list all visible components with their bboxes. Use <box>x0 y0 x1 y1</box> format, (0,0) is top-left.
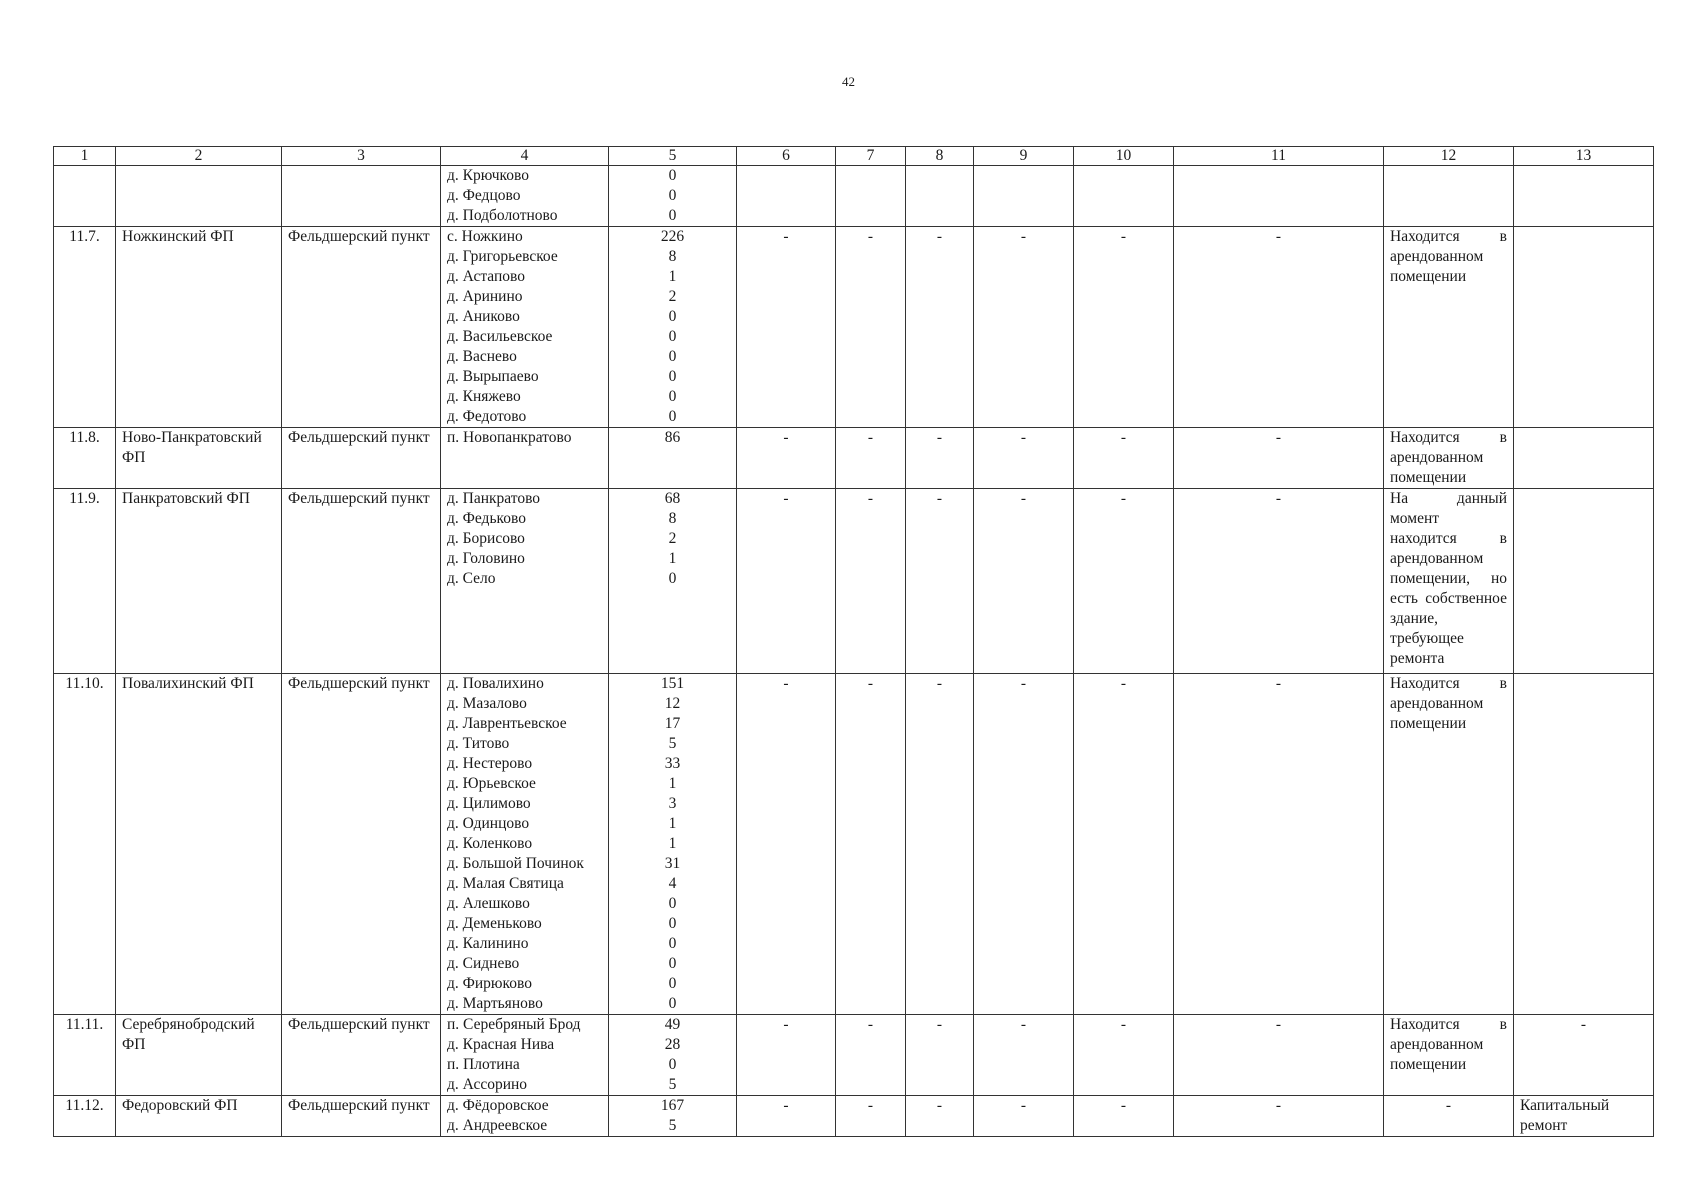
value-c8: - <box>906 489 974 674</box>
value-c7: - <box>836 674 906 1015</box>
facility-type: Фельдшерский пункт <box>282 227 441 428</box>
settlement-name: д. Головино <box>447 550 525 567</box>
settlements-cell <box>441 674 609 1015</box>
population-count: 0 <box>668 915 677 932</box>
settlement-name: д. Андреевское <box>447 1117 548 1134</box>
column-header-4: 4 <box>441 147 609 166</box>
settlement-name: д. Астапово <box>447 268 525 285</box>
population-count: 0 <box>668 955 677 972</box>
column-header-3: 3 <box>282 147 441 166</box>
population-count: 4 <box>668 875 677 892</box>
value-c7: - <box>836 489 906 674</box>
population-count: 17 <box>664 715 681 732</box>
population-count: 0 <box>668 388 677 405</box>
value-c8: - <box>906 674 974 1015</box>
value-c8: - <box>906 428 974 489</box>
settlement-name: д. Цилимово <box>447 795 531 812</box>
table-row <box>54 1015 1654 1096</box>
population-count: 68 <box>664 490 681 507</box>
settlement-name: д. Панкратово <box>447 490 541 507</box>
facility-type: Фельдшерский пункт <box>282 428 441 489</box>
settlement-name: д. Юрьевское <box>447 775 536 792</box>
value-c11 <box>1174 166 1384 227</box>
settlement-name: д. Мазалово <box>447 695 527 712</box>
value-c8: - <box>906 227 974 428</box>
value-c6: - <box>737 1096 836 1137</box>
value-c9: - <box>974 1015 1074 1096</box>
population-count: 0 <box>668 328 677 345</box>
value-c11: - <box>1174 1015 1384 1096</box>
value-c10: - <box>1074 1096 1174 1137</box>
settlement-name: д. Малая Святица <box>447 875 564 892</box>
settlement-name: д. Одинцово <box>447 815 530 832</box>
population-count: 33 <box>664 755 681 772</box>
settlement-name: д. Алешково <box>447 895 530 912</box>
facility-name: Повалихинский ФП <box>116 674 282 1015</box>
value-c9 <box>974 166 1074 227</box>
value-c6: - <box>737 489 836 674</box>
population-count: 0 <box>668 895 677 912</box>
population-count: 2 <box>668 288 677 305</box>
settlement-name: д. Титово <box>447 735 510 752</box>
population-cell <box>609 1096 737 1137</box>
population-count: 0 <box>668 1056 677 1073</box>
population-count: 0 <box>668 368 677 385</box>
settlement-name: д. Большой Починок <box>447 855 584 872</box>
extra-note-cell <box>1514 489 1654 674</box>
value-c7: - <box>836 428 906 489</box>
facility-name: Панкратовский ФП <box>116 489 282 674</box>
population-count: 1 <box>668 775 677 792</box>
facility-type: Фельдшерский пункт <box>282 1096 441 1137</box>
row-number: 11.7. <box>54 227 116 428</box>
extra-note-cell <box>1514 428 1654 489</box>
value-c7: - <box>836 1015 906 1096</box>
table-row <box>54 166 1654 227</box>
value-c9: - <box>974 489 1074 674</box>
value-c10: - <box>1074 227 1174 428</box>
value-c11: - <box>1174 1096 1384 1137</box>
population-count: 1 <box>668 550 677 567</box>
population-count: 8 <box>668 510 677 527</box>
population-count: 49 <box>664 1016 681 1033</box>
value-c6 <box>737 166 836 227</box>
population-count: 0 <box>668 207 677 224</box>
page-number: 42 <box>842 74 855 89</box>
population-count: 31 <box>664 855 681 872</box>
note-cell: На данный момент находится в арендованном помещении, но есть собственное здание, требующее ремонта <box>1384 489 1514 674</box>
population-count: 12 <box>664 695 681 712</box>
value-c8: - <box>906 1015 974 1096</box>
extra-note-cell <box>1514 674 1654 1015</box>
settlement-name: д. Калинино <box>447 935 529 952</box>
table-row <box>54 428 1654 489</box>
column-header-1: 1 <box>54 147 116 166</box>
note-cell: - <box>1384 1096 1514 1137</box>
value-c11: - <box>1174 489 1384 674</box>
extra-note-cell: Капитальный ремонт <box>1514 1096 1654 1137</box>
settlement-name: д. Васнево <box>447 348 517 365</box>
facility-type: Фельдшерский пункт <box>282 489 441 674</box>
population-count: 0 <box>668 935 677 952</box>
settlement-name: д. Крючково <box>447 167 529 184</box>
settlement-name: д. Аринино <box>447 288 523 305</box>
population-cell <box>609 166 737 227</box>
value-c9: - <box>974 1096 1074 1137</box>
population-count: 0 <box>668 348 677 365</box>
population-cell <box>609 489 737 674</box>
population-count: 3 <box>668 795 677 812</box>
value-c10: - <box>1074 1015 1174 1096</box>
table-body <box>54 166 1654 1137</box>
facilities-table <box>53 146 1654 1137</box>
population-cell <box>609 1015 737 1096</box>
value-c11: - <box>1174 674 1384 1015</box>
population-count: 0 <box>668 570 677 587</box>
population-count: 151 <box>660 675 685 692</box>
column-header-12: 12 <box>1384 147 1514 166</box>
table-row <box>54 1096 1654 1137</box>
population-count: 1 <box>668 268 677 285</box>
row-number: 11.8. <box>54 428 116 489</box>
row-number: 11.12. <box>54 1096 116 1137</box>
population-count: 226 <box>660 228 685 245</box>
value-c11: - <box>1174 428 1384 489</box>
table-header <box>54 147 1654 166</box>
column-header-9: 9 <box>974 147 1074 166</box>
value-c11: - <box>1174 227 1384 428</box>
facility-name: Федоровский ФП <box>116 1096 282 1137</box>
value-c9: - <box>974 227 1074 428</box>
row-number: 11.10. <box>54 674 116 1015</box>
column-header-5: 5 <box>609 147 737 166</box>
settlement-name: д. Повалихино <box>447 675 544 692</box>
settlement-name: д. Село <box>447 570 496 587</box>
value-c6: - <box>737 428 836 489</box>
settlement-name: д. Ассорино <box>447 1076 528 1093</box>
facility-type <box>282 166 441 227</box>
column-header-8: 8 <box>906 147 974 166</box>
population-count: 0 <box>668 167 677 184</box>
table-row <box>54 674 1654 1015</box>
value-c8: - <box>906 1096 974 1137</box>
column-header-13: 13 <box>1514 147 1654 166</box>
population-count: 5 <box>668 1076 677 1093</box>
population-cell <box>609 428 737 489</box>
settlement-name: п. Серебряный Брод <box>447 1016 581 1033</box>
population-count: 8 <box>668 248 677 265</box>
table-row <box>54 489 1654 674</box>
row-number: 11.11. <box>54 1015 116 1096</box>
settlement-name: д. Сиднево <box>447 955 520 972</box>
row-number: 11.9. <box>54 489 116 674</box>
settlement-name: д. Федцово <box>447 187 521 204</box>
population-count: 0 <box>668 187 677 204</box>
population-count: 0 <box>668 308 677 325</box>
row-number <box>54 166 116 227</box>
settlement-name: д. Мартьяново <box>447 995 543 1012</box>
settlement-name: д. Коленково <box>447 835 533 852</box>
settlement-name: п. Новопанкратово <box>447 429 572 446</box>
population-count: 5 <box>668 735 677 752</box>
population-cell <box>609 227 737 428</box>
note-cell: Находится в арендованном помещении <box>1384 428 1514 489</box>
settlements-cell <box>441 1096 609 1137</box>
settlement-name: с. Ножкино <box>447 228 523 245</box>
extra-note-cell <box>1514 227 1654 428</box>
settlement-name: п. Плотина <box>447 1056 520 1073</box>
settlement-name: д. Деменьково <box>447 915 542 932</box>
value-c7: - <box>836 1096 906 1137</box>
value-c10: - <box>1074 674 1174 1015</box>
value-c9: - <box>974 428 1074 489</box>
population-count: 28 <box>664 1036 681 1053</box>
settlements-cell <box>441 227 609 428</box>
note-cell: Находится в арендованном помещении <box>1384 227 1514 428</box>
settlements-cell <box>441 428 609 489</box>
settlements-cell <box>441 489 609 674</box>
facility-name: Ново-Панкратовский ФП <box>116 428 282 489</box>
table-row <box>54 227 1654 428</box>
settlements-cell <box>441 166 609 227</box>
settlement-name: д. Лаврентьевское <box>447 715 567 732</box>
column-header-6: 6 <box>737 147 836 166</box>
settlement-name: д. Красная Нива <box>447 1036 555 1053</box>
settlement-name: д. Васильевское <box>447 328 553 345</box>
extra-note-cell: - <box>1514 1015 1654 1096</box>
settlement-name: д. Аниково <box>447 308 520 325</box>
note-cell: Находится в арендованном помещении <box>1384 674 1514 1015</box>
value-c10: - <box>1074 428 1174 489</box>
facility-name <box>116 166 282 227</box>
settlement-name: д. Григорьевское <box>447 248 558 265</box>
population-count: 86 <box>664 429 681 446</box>
population-count: 1 <box>668 835 677 852</box>
population-count: 5 <box>668 1117 677 1134</box>
population-count: 0 <box>668 975 677 992</box>
value-c7: - <box>836 227 906 428</box>
value-c9: - <box>974 674 1074 1015</box>
settlement-name: д. Вырыпаево <box>447 368 539 385</box>
extra-note-cell <box>1514 166 1654 227</box>
facility-name: Ножкинский ФП <box>116 227 282 428</box>
facility-type: Фельдшерский пункт <box>282 1015 441 1096</box>
value-c6: - <box>737 674 836 1015</box>
value-c10 <box>1074 166 1174 227</box>
population-count: 1 <box>668 815 677 832</box>
column-header-10: 10 <box>1074 147 1174 166</box>
settlements-cell <box>441 1015 609 1096</box>
settlement-name: д. Нестерово <box>447 755 533 772</box>
value-c6: - <box>737 1015 836 1096</box>
settlement-name: д. Борисово <box>447 530 525 547</box>
value-c10: - <box>1074 489 1174 674</box>
settlement-name: д. Фёдоровское <box>447 1097 549 1114</box>
facility-type: Фельдшерский пункт <box>282 674 441 1015</box>
value-c8 <box>906 166 974 227</box>
column-header-11: 11 <box>1174 147 1384 166</box>
column-header-2: 2 <box>116 147 282 166</box>
column-header-7: 7 <box>836 147 906 166</box>
note-cell: Находится в арендованном помещении <box>1384 1015 1514 1096</box>
population-count: 2 <box>668 530 677 547</box>
settlement-name: д. Федьково <box>447 510 526 527</box>
population-cell <box>609 674 737 1015</box>
value-c7 <box>836 166 906 227</box>
note-cell <box>1384 166 1514 227</box>
settlement-name: д. Княжево <box>447 388 521 405</box>
settlement-name: д. Фирюково <box>447 975 532 992</box>
population-count: 167 <box>660 1097 685 1114</box>
population-count: 0 <box>668 408 677 425</box>
facility-name: Серебрянобродский ФП <box>116 1015 282 1096</box>
value-c6: - <box>737 227 836 428</box>
settlement-name: д. Федотово <box>447 408 527 425</box>
settlement-name: д. Подболотново <box>447 207 558 224</box>
population-count: 0 <box>668 995 677 1012</box>
